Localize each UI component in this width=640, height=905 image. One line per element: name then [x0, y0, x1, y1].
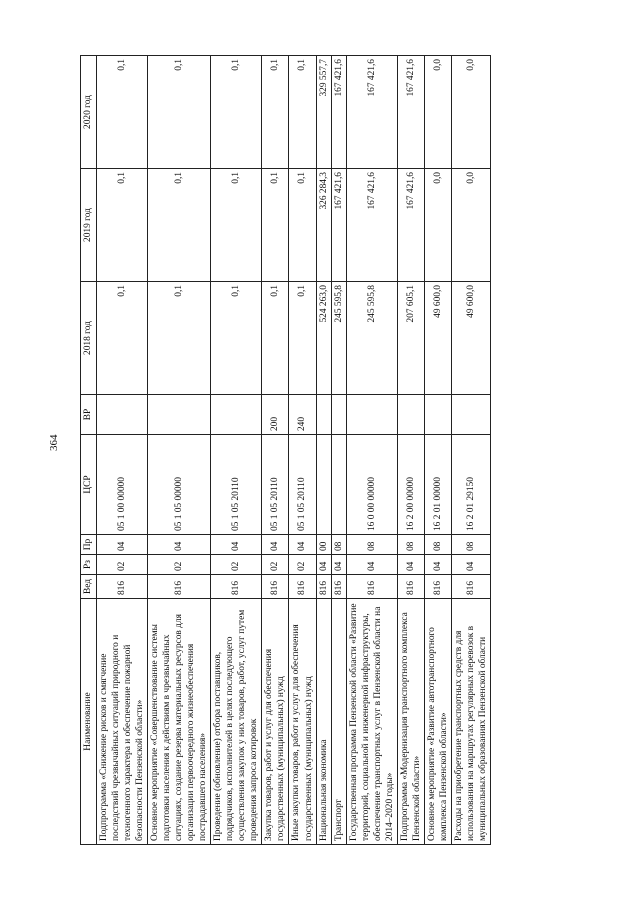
cell-csr: [331, 435, 346, 535]
cell-ved: 816: [289, 575, 316, 599]
cell-csr: 05 1 05 20110: [211, 435, 262, 535]
cell-2020: 0,1: [148, 56, 211, 169]
cell-2019: 167 421,6: [346, 169, 397, 282]
cell-ved: 816: [424, 575, 451, 599]
cell-csr: 16 2 01 00000: [424, 435, 451, 535]
cell-vr: [211, 395, 262, 435]
header-csr: ЦСР: [81, 435, 97, 535]
cell-name: Иные закупки товаров, работ и услуг для обеспечения государственных (муниципальных) нужд: [289, 599, 316, 845]
header-2018: 2018 год: [81, 282, 97, 395]
cell-csr: [316, 435, 331, 535]
table-row: [148, 56, 211, 845]
page-number: 364: [48, 434, 60, 451]
table-row: [397, 56, 424, 845]
cell-rz: 04: [346, 555, 397, 575]
cell-ved: 816: [148, 575, 211, 599]
cell-2019: 326 284,3: [316, 169, 331, 282]
table-row: [346, 56, 397, 845]
cell-rz: 02: [97, 555, 148, 575]
cell-vr: 200: [262, 395, 289, 435]
cell-name: Национальная экономика: [316, 599, 331, 845]
cell-name: Подпрограмма «Снижение рисков и смягчение последствий чрезвычайных ситуаций природного и техногенного характера и обеспечение пожарной безопасности Пензенской области»: [97, 599, 148, 845]
cell-ved: 816: [331, 575, 346, 599]
cell-2019: 0,0: [424, 169, 451, 282]
cell-name: Основное мероприятие «Совершенствование системы подготовки населения к действиям в чрезвычайных ситуациях, создание резерва материальных ресурсов для организации первоочередного жизнеобеспечения пострадавшего населения»: [148, 599, 211, 845]
cell-2020: 329 557,7: [316, 56, 331, 169]
table-row: [97, 56, 148, 845]
cell-name: Расходы на приобретение транспортных средств для использования на маршрутах регулярных перевозок в муниципальных образованиях Пензенской области: [451, 599, 490, 845]
cell-2019: 0,1: [289, 169, 316, 282]
cell-ved: 816: [211, 575, 262, 599]
cell-rz: 02: [148, 555, 211, 575]
cell-ved: 816: [451, 575, 490, 599]
table-row: [331, 56, 346, 845]
cell-vr: [316, 395, 331, 435]
cell-ved: 816: [97, 575, 148, 599]
cell-2019: 167 421,6: [331, 169, 346, 282]
cell-ved: 816: [262, 575, 289, 599]
budget-table: [80, 55, 491, 845]
cell-csr: 05 1 05 20110: [262, 435, 289, 535]
cell-2019: 0,1: [148, 169, 211, 282]
cell-pr: 08: [346, 535, 397, 555]
cell-vr: 240: [289, 395, 316, 435]
table-row: [289, 56, 316, 845]
table-row: [316, 56, 331, 845]
cell-2018: 49 600,0: [424, 282, 451, 395]
cell-2020: 0,1: [97, 56, 148, 169]
cell-2019: 0,1: [262, 169, 289, 282]
cell-2018: 207 605,1: [397, 282, 424, 395]
cell-pr: 08: [424, 535, 451, 555]
cell-2018: 0,1: [148, 282, 211, 395]
cell-csr: 05 1 00 00000: [97, 435, 148, 535]
cell-pr: 04: [262, 535, 289, 555]
cell-vr: [451, 395, 490, 435]
cell-2020: 167 421,6: [346, 56, 397, 169]
cell-vr: [148, 395, 211, 435]
cell-name: Государственная программа Пензенской области «Развитие территорий, социальной и инженерной инфраструктуры, обеспечение транспортных услуг в Пензенской области на 2014–2020 годы»: [346, 599, 397, 845]
table-row: [211, 56, 262, 845]
cell-2018: 0,1: [262, 282, 289, 395]
cell-2020: 0,1: [211, 56, 262, 169]
cell-2019: 0,1: [211, 169, 262, 282]
cell-2020: 167 421,6: [331, 56, 346, 169]
header-2019: 2019 год: [81, 169, 97, 282]
cell-csr: 05 1 05 20110: [289, 435, 316, 535]
cell-2018: 0,1: [97, 282, 148, 395]
header-pr: Пр: [81, 535, 97, 555]
cell-2018: 245 595,8: [331, 282, 346, 395]
cell-name: Основное мероприятие «Развитие автотранспортного комплекса Пензенской области»: [424, 599, 451, 845]
table-row: [262, 56, 289, 845]
cell-2020: 0,0: [451, 56, 490, 169]
cell-ved: 816: [397, 575, 424, 599]
cell-rz: 04: [397, 555, 424, 575]
cell-2020: 167 421,6: [397, 56, 424, 169]
cell-pr: 04: [289, 535, 316, 555]
cell-name: Проведение (обновление) отбора поставщиков, подрядчиков, исполнителей в целях последующего осуществления закупок у них товаров, работ, услуг путем проведения запроса котировок: [211, 599, 262, 845]
cell-vr: [97, 395, 148, 435]
cell-rz: 02: [262, 555, 289, 575]
cell-pr: 04: [211, 535, 262, 555]
cell-pr: 04: [97, 535, 148, 555]
cell-2018: 524 263,0: [316, 282, 331, 395]
cell-rz: 04: [316, 555, 331, 575]
cell-rz: 04: [451, 555, 490, 575]
cell-2019: 0,1: [97, 169, 148, 282]
cell-csr: 05 1 05 00000: [148, 435, 211, 535]
header-rz: Рз: [81, 555, 97, 575]
cell-csr: 16 2 00 00000: [397, 435, 424, 535]
header-name: Наименование: [81, 599, 97, 845]
cell-name: Закупка товаров, работ и услуг для обеспечения государственных (муниципальных) нужд: [262, 599, 289, 845]
budget-table-container: [80, 55, 535, 845]
header-ved: Вед: [81, 575, 97, 599]
cell-name: Транспорт: [331, 599, 346, 845]
cell-pr: 04: [148, 535, 211, 555]
cell-ved: 816: [346, 575, 397, 599]
cell-2020: 0,0: [424, 56, 451, 169]
cell-2019: 167 421,6: [397, 169, 424, 282]
cell-csr: 16 2 01 29150: [451, 435, 490, 535]
cell-csr: 16 0 00 00000: [346, 435, 397, 535]
cell-pr: 08: [451, 535, 490, 555]
table-row: [424, 56, 451, 845]
cell-ved: 816: [316, 575, 331, 599]
cell-2020: 0,1: [262, 56, 289, 169]
cell-name: Подпрограмма «Модернизация транспортного комплекса Пензенской области»: [397, 599, 424, 845]
cell-rz: 02: [211, 555, 262, 575]
cell-pr: 00: [316, 535, 331, 555]
cell-vr: [346, 395, 397, 435]
header-2020: 2020 год: [81, 56, 97, 169]
table-header-row: [81, 56, 97, 845]
cell-rz: 04: [424, 555, 451, 575]
header-vr: ВР: [81, 395, 97, 435]
cell-vr: [397, 395, 424, 435]
cell-2018: 245 595,8: [346, 282, 397, 395]
cell-2020: 0,1: [289, 56, 316, 169]
cell-2018: 0,1: [211, 282, 262, 395]
cell-rz: 04: [331, 555, 346, 575]
cell-2019: 0,0: [451, 169, 490, 282]
cell-vr: [331, 395, 346, 435]
cell-rz: 02: [289, 555, 316, 575]
cell-2018: 0,1: [289, 282, 316, 395]
cell-2018: 49 600,0: [451, 282, 490, 395]
table-row: [451, 56, 490, 845]
cell-vr: [424, 395, 451, 435]
cell-pr: 08: [331, 535, 346, 555]
cell-pr: 08: [397, 535, 424, 555]
